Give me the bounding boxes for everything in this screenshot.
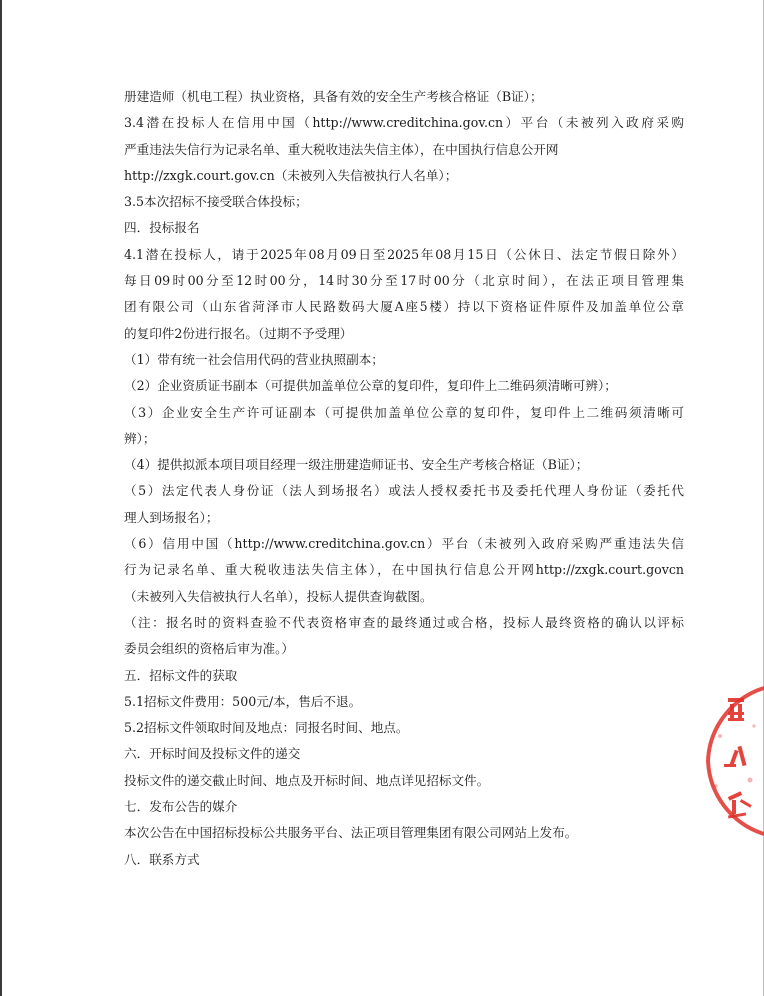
document-line: 六．开标时间及投标文件的递交 [124,746,301,762]
document-line: （6）信用中国（http://www.creditchina.gov.cn）平台（未被列入政府采购严重违法失信 [124,536,684,552]
document-line: 本次公告在中国招标投标公共服务平台、法正项目管理集团有限公司网站上发布。 [124,825,578,841]
document-line: （4）提供拟派本项目项目经理一级注册建造师证书、安全生产考核合格证（B证）； [124,457,589,473]
document-line: 严重违法失信行为记录名单、重大税收违法失信主体），在中国执行信息公开网 [124,141,559,157]
document-line: 团有限公司（山东省菏泽市人民路数码大厦A座5楼）持以下资格证件原件及加盖单位公章 [124,299,684,315]
document-line: 四．投标报名 [124,220,200,236]
document-line: 行为记录名单、重大税收违法失信主体），在中国执行信息公开网http://zxgk.court.govcn [124,562,684,578]
page-left-edge [0,0,2,996]
document-line: （注：报名时的资料查验不代表资格审查的最终通过或合格，投标人最终资格的确认以评标 [124,614,684,630]
seal-fragment-graphic [706,686,764,836]
document-line: 册建造师（机电工程）执业资格，具备有效的安全生产考核合格证（B证）； [124,89,543,104]
document-line: 投标文件的递交截止时间、地点及开标时间、地点详见招标文件。 [124,772,490,788]
document-line: 3.5本次招标不接受联合体投标； [124,194,308,210]
document-line: 的复印件2份进行报名。（过期不予受理） [124,325,353,341]
red-seal-stamp [706,686,764,836]
document-line: 八．联系方式 [124,851,200,867]
document-line: 5.2招标文件领取时间及地点：同报名时间、地点。 [124,720,409,736]
document-line: 辨）； [124,430,156,446]
document-line: （未被列入失信被执行人名单），投标人提供查询截图。 [124,588,433,604]
document-line: 委员会组织的资格后审为准。） [124,641,295,657]
document-line: （1）带有统一社会信用代码的营业执照副本； [124,351,384,367]
document-line: 每日09时00分至12时00分，14时30分至17时00分（北京时间），在法正项目管理集 [124,273,684,289]
document-line: （3）企业安全生产许可证副本（可提供加盖单位公章的复印件，复印件上二维码须清晰可 [124,404,684,420]
document-line: （2）企业资质证书副本（可提供加盖单位公章的复印件，复印件上二维码须清晰可辨）； [124,378,617,394]
document-line: 理人到场报名）； [124,509,219,525]
document-line: 4.1潜在投标人，请于2025年08月09日至2025年08月15日（公休日、法定节假日除外） [124,246,684,262]
document-line: http://zxgk.court.gov.cn（未被列入失信被执行人名单）； [124,167,458,183]
document-line: 五．招标文件的获取 [124,667,238,683]
document-line: （5）法定代表人身份证（法人到场报名）或法人授权委托书及委托代理人身份证（委托代 [124,483,684,499]
document-line: 3.4潜在投标人在信用中国（http://www.creditchina.gov.cn）平台（未被列入政府采购 [124,115,684,131]
document-line: 5.1招标文件费用：500元/本，售后不退。 [124,693,362,709]
document-line: 七．发布公告的媒介 [124,799,238,815]
document-body [124,84,684,873]
